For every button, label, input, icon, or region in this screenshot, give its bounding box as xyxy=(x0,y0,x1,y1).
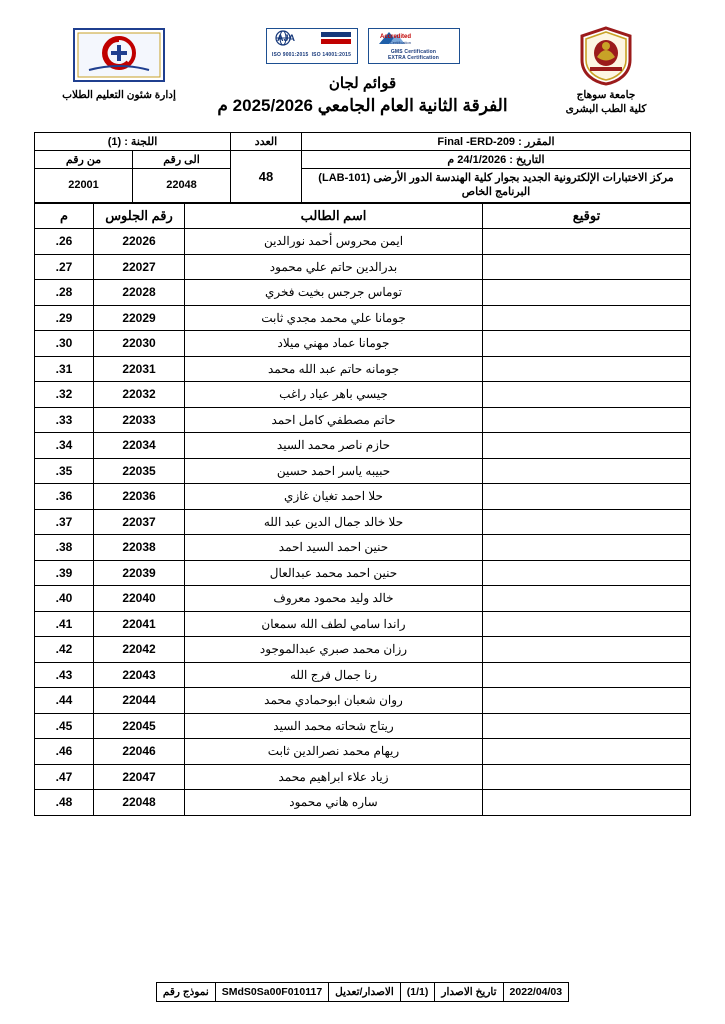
student-name-cell: ايمن محروس أحمد نورالدين xyxy=(185,229,483,255)
sohag-university-crest-icon xyxy=(577,26,635,86)
table-row xyxy=(35,535,691,561)
signature-cell[interactable] xyxy=(483,229,691,255)
svg-text:Accredited: Accredited xyxy=(379,33,411,40)
students-table xyxy=(34,203,691,816)
signature-cell[interactable] xyxy=(483,739,691,765)
accreditation-badge-gms-icon: Accredited Certification GMS Certification EXTRA Certification xyxy=(368,28,460,64)
row-index-cell: 40. xyxy=(35,586,94,612)
svg-text:Certification: Certification xyxy=(389,39,411,45)
faculty-of-medicine-logo-icon xyxy=(71,26,167,84)
location-line-2: البرنامج الخاص xyxy=(461,186,531,199)
header-signature: توقيع xyxy=(483,203,691,229)
signature-cell[interactable] xyxy=(483,713,691,739)
seat-number-cell: 22032 xyxy=(94,382,185,408)
seat-number-cell: 22048 xyxy=(94,790,185,816)
seat-number-cell: 22027 xyxy=(94,254,185,280)
students-table-body xyxy=(35,229,691,816)
row-index-cell: 46. xyxy=(35,739,94,765)
row-index-cell: 29. xyxy=(35,305,94,331)
footer-version: (1/1) xyxy=(400,983,435,1002)
student-name-cell: راندا سامي لطف الله سمعان xyxy=(185,611,483,637)
row-index-cell: 42. xyxy=(35,637,94,663)
gms-logo-icon xyxy=(371,30,457,46)
student-name-cell: توماس جرجس بخيت فخري xyxy=(185,280,483,306)
seat-number-cell: 22030 xyxy=(94,331,185,357)
student-name-cell: رنا جمال فرج الله xyxy=(185,662,483,688)
student-name-cell: روان شعبان ابوحمادي محمد xyxy=(185,688,483,714)
student-name-cell: ريتاج شحاته محمد السيد xyxy=(185,713,483,739)
university-caption xyxy=(521,88,691,116)
table-row xyxy=(35,713,691,739)
to-value-cell: 22048 xyxy=(133,169,231,203)
seat-number-cell: 22031 xyxy=(94,356,185,382)
row-index-cell: 48. xyxy=(35,790,94,816)
table-row xyxy=(35,586,691,612)
table-row xyxy=(35,509,691,535)
row-index-cell: 33. xyxy=(35,407,94,433)
info-row-2 xyxy=(35,151,691,169)
student-name-cell: خالد وليد محمود معروف xyxy=(185,586,483,612)
table-row xyxy=(35,611,691,637)
student-name-cell: حنين احمد محمد عبدالعال xyxy=(185,560,483,586)
department-caption: إدارة شئون التعليم الطلاب xyxy=(62,89,176,101)
row-index-cell: 34. xyxy=(35,433,94,459)
seat-number-cell: 22029 xyxy=(94,305,185,331)
signature-cell[interactable] xyxy=(483,509,691,535)
footer-table xyxy=(156,982,569,1002)
table-row xyxy=(35,484,691,510)
header-index: م xyxy=(35,203,94,229)
student-name-cell: جومانا عماد مهني ميلاد xyxy=(185,331,483,357)
committee-cell: اللجنة : (1) xyxy=(35,133,231,151)
signature-cell[interactable] xyxy=(483,407,691,433)
row-index-cell: 39. xyxy=(35,560,94,586)
faculty-logo xyxy=(34,26,204,86)
table-row xyxy=(35,764,691,790)
row-index-cell: 45. xyxy=(35,713,94,739)
document-footer xyxy=(34,982,691,1002)
table-row xyxy=(35,331,691,357)
seat-number-cell: 22035 xyxy=(94,458,185,484)
row-index-cell: 44. xyxy=(35,688,94,714)
department-block xyxy=(34,26,204,102)
faculty-name: كلية الطب البشرى xyxy=(565,103,647,116)
header-name: اسم الطالب xyxy=(185,203,483,229)
row-index-cell: 47. xyxy=(35,764,94,790)
signature-cell[interactable] xyxy=(483,535,691,561)
seat-number-cell: 22039 xyxy=(94,560,185,586)
student-name-cell: حازم ناصر محمد السيد xyxy=(185,433,483,459)
signature-cell[interactable] xyxy=(483,611,691,637)
seat-number-cell: 22033 xyxy=(94,407,185,433)
row-index-cell: 41. xyxy=(35,611,94,637)
footer-issue-date-label: تاريخ الاصدار xyxy=(435,983,503,1002)
signature-cell[interactable] xyxy=(483,280,691,306)
students-table-header-row xyxy=(35,203,691,229)
table-row xyxy=(35,407,691,433)
signature-cell[interactable] xyxy=(483,356,691,382)
row-index-cell: 35. xyxy=(35,458,94,484)
seat-number-cell: 22042 xyxy=(94,637,185,663)
course-label: المقرر : xyxy=(518,136,555,148)
student-name-cell: رزان محمد صبري عبدالموجود xyxy=(185,637,483,663)
from-value-cell: 22001 xyxy=(35,169,133,203)
student-name-cell: ساره هاني محمود xyxy=(185,790,483,816)
table-row xyxy=(35,229,691,255)
signature-cell[interactable] xyxy=(483,382,691,408)
row-index-cell: 38. xyxy=(35,535,94,561)
table-row xyxy=(35,560,691,586)
signature-cell[interactable] xyxy=(483,433,691,459)
seat-number-cell: 22037 xyxy=(94,509,185,535)
table-row xyxy=(35,662,691,688)
signature-cell[interactable] xyxy=(483,662,691,688)
student-name-cell: حلا خالد جمال الدين عبد الله xyxy=(185,509,483,535)
header-seat: رقم الجلوس xyxy=(94,203,185,229)
footer-form-label: نموذج رقم xyxy=(156,983,215,1002)
signature-cell[interactable] xyxy=(483,331,691,357)
signature-cell[interactable] xyxy=(483,586,691,612)
signature-cell[interactable] xyxy=(483,484,691,510)
signature-cell[interactable] xyxy=(483,764,691,790)
table-row xyxy=(35,688,691,714)
row-index-cell: 28. xyxy=(35,280,94,306)
row-index-cell: 36. xyxy=(35,484,94,510)
svg-text:AJA: AJA xyxy=(276,32,295,43)
row-index-cell: 30. xyxy=(35,331,94,357)
signature-cell[interactable] xyxy=(483,790,691,816)
accreditation-badge-aja-icon: AJA ISO 9001:2015 ISO 14001:2015 xyxy=(266,28,358,64)
students-table-head xyxy=(35,203,691,229)
count-label-cell: العدد xyxy=(231,133,302,151)
student-name-cell: حنين احمد السيد احمد xyxy=(185,535,483,561)
footer-row xyxy=(156,983,568,1002)
info-row-1 xyxy=(35,133,691,151)
table-row xyxy=(35,305,691,331)
document-header xyxy=(34,26,691,122)
signature-cell[interactable] xyxy=(483,688,691,714)
course-cell xyxy=(302,133,691,151)
student-name-cell: زياد علاء ابراهيم محمد xyxy=(185,764,483,790)
footer-issue-label: الاصدار/تعديل xyxy=(329,983,401,1002)
date-cell xyxy=(302,151,691,169)
info-row-3 xyxy=(35,169,691,203)
row-index-cell: 32. xyxy=(35,382,94,408)
seat-number-cell: 22045 xyxy=(94,713,185,739)
header-center xyxy=(204,26,521,116)
accreditation-logos xyxy=(204,28,521,68)
seat-number-cell: 22034 xyxy=(94,433,185,459)
signature-cell[interactable] xyxy=(483,305,691,331)
count-value: 48 xyxy=(258,168,274,184)
document-title-line1: قوائم لجان xyxy=(328,75,397,92)
seat-number-cell: 22043 xyxy=(94,662,185,688)
signature-cell[interactable] xyxy=(483,254,691,280)
table-row xyxy=(35,280,691,306)
date-value: 24/1/2026 م xyxy=(447,154,507,166)
course-value: Final -ERD-209 xyxy=(437,136,516,148)
aja-globe-icon xyxy=(269,30,355,46)
table-row xyxy=(35,790,691,816)
student-name-cell: حبيبه ياسر احمد حسين xyxy=(185,458,483,484)
university-logo xyxy=(521,26,691,86)
row-index-cell: 37. xyxy=(35,509,94,535)
row-index-cell: 26. xyxy=(35,229,94,255)
seat-number-cell: 22041 xyxy=(94,611,185,637)
seat-number-cell: 22036 xyxy=(94,484,185,510)
footer-issue-date: 2022/04/03 xyxy=(503,983,569,1002)
signature-cell[interactable] xyxy=(483,560,691,586)
seat-number-cell: 22044 xyxy=(94,688,185,714)
signature-cell[interactable] xyxy=(483,637,691,663)
row-index-cell: 27. xyxy=(35,254,94,280)
count-value-cell xyxy=(231,151,302,203)
table-row xyxy=(35,382,691,408)
seat-number-cell: 22047 xyxy=(94,764,185,790)
footer-form-code: SMdS0Sa00F010117 xyxy=(215,983,328,1002)
from-label-cell: من رقم xyxy=(35,151,133,169)
seat-number-cell: 22026 xyxy=(94,229,185,255)
table-row xyxy=(35,739,691,765)
student-name-cell: بدرالدين حاتم علي محمود xyxy=(185,254,483,280)
exam-info-table xyxy=(34,132,691,203)
location-cell xyxy=(302,169,691,203)
row-index-cell: 43. xyxy=(35,662,94,688)
seat-number-cell: 22038 xyxy=(94,535,185,561)
document-title-line2: الفرقة الثانية العام الجامعي 2025/2026 م xyxy=(217,96,508,115)
student-name-cell: حلا احمد تغيان غازي xyxy=(185,484,483,510)
to-label-cell: الى رقم xyxy=(133,151,231,169)
university-name: جامعة سوهاج xyxy=(576,89,636,101)
row-index-cell: 31. xyxy=(35,356,94,382)
signature-cell[interactable] xyxy=(483,458,691,484)
student-name-cell: جيسي باهر عياد راغب xyxy=(185,382,483,408)
table-row xyxy=(35,254,691,280)
table-row xyxy=(35,433,691,459)
table-row xyxy=(35,458,691,484)
student-name-cell: جومانه حاتم عبد الله محمد xyxy=(185,356,483,382)
table-row xyxy=(35,356,691,382)
student-name-cell: جومانا علي محمد مجدي ثابت xyxy=(185,305,483,331)
seat-number-cell: 22028 xyxy=(94,280,185,306)
date-label: التاريخ : xyxy=(509,154,545,166)
table-row xyxy=(35,637,691,663)
university-block xyxy=(521,26,691,116)
seat-number-cell: 22046 xyxy=(94,739,185,765)
student-name-cell: ريهام محمد نصرالدين ثابت xyxy=(185,739,483,765)
seat-number-cell: 22040 xyxy=(94,586,185,612)
location-line-1: مركز الاختبارات الإلكترونية الجديد بجوار كلية الهندسة الدور الأرضى (LAB-101) xyxy=(318,172,674,184)
student-name-cell: حاتم مصطفي كامل احمد xyxy=(185,407,483,433)
